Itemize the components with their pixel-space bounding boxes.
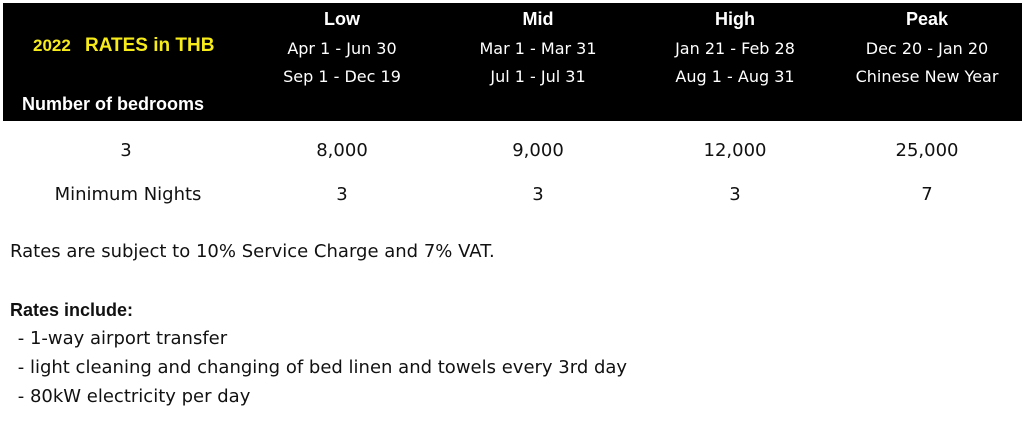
column-high-name: High (715, 9, 755, 29)
row-min-nights-label: Minimum Nights (54, 184, 202, 205)
column-mid-name: Mid (522, 9, 554, 29)
row-min-nights-peak: 7 (921, 184, 933, 205)
column-peak-name: Peak (905, 9, 949, 29)
column-peak-dates-2: Chinese New Year (855, 67, 999, 86)
row-bedrooms-peak: 25,000 (895, 140, 959, 161)
column-low-name: Low (324, 9, 360, 29)
rates-title: RATES in THB (85, 35, 215, 56)
includes-item: - light cleaning and changing of bed linen and towels every 3rd day (12, 357, 628, 378)
bedrooms-column-label: Number of bedrooms (22, 94, 205, 114)
row-min-nights-mid: 3 (532, 184, 544, 205)
column-high-dates-1: Jan 21 - Feb 28 (675, 39, 795, 58)
column-low-dates-1: Apr 1 - Jun 30 (287, 39, 397, 58)
column-mid-dates-1: Mar 1 - Mar 31 (479, 39, 597, 58)
row-min-nights-low: 3 (336, 184, 348, 205)
includes-title: Rates include: (10, 300, 134, 320)
row-bedrooms-label: 3 (120, 140, 132, 161)
row-bedrooms-high: 12,000 (703, 140, 767, 161)
row-min-nights-high: 3 (729, 184, 741, 205)
column-mid-dates-2: Jul 1 - Jul 31 (490, 67, 586, 86)
row-bedrooms-low: 8,000 (316, 140, 368, 161)
row-bedrooms-mid: 9,000 (512, 140, 564, 161)
rates-year: 2022 (33, 36, 71, 55)
includes-item: - 1-way airport transfer (12, 328, 228, 349)
rates-note: Rates are subject to 10% Service Charge and 7% VAT. (10, 241, 495, 262)
column-low-dates-2: Sep 1 - Dec 19 (283, 67, 401, 86)
includes-item: - 80kW electricity per day (12, 386, 251, 407)
column-high-dates-2: Aug 1 - Aug 31 (675, 67, 795, 86)
column-peak-dates-1: Dec 20 - Jan 20 (865, 39, 989, 58)
